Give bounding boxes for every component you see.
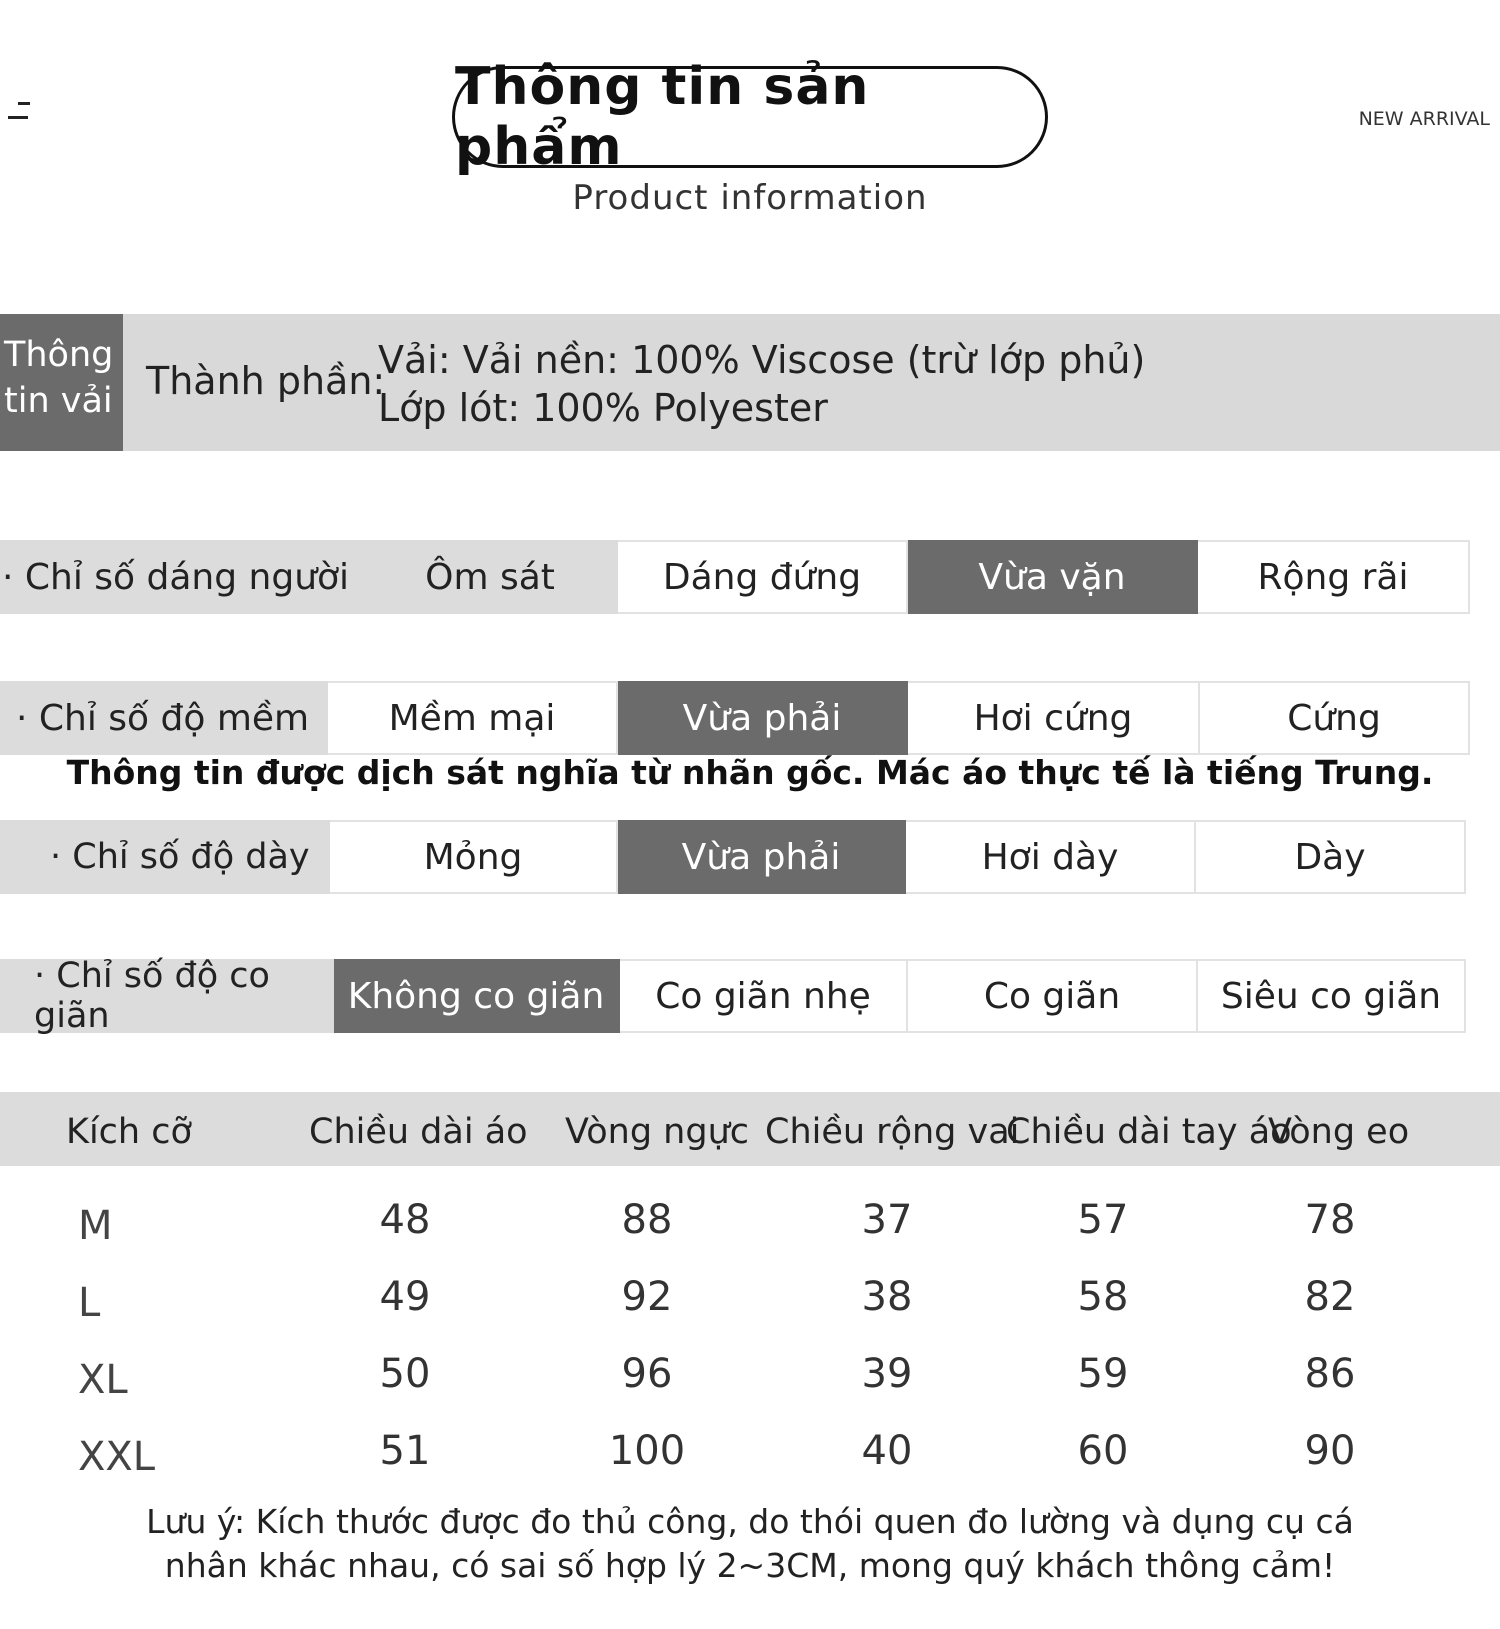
page-title: Thông tin sản phẩm — [455, 57, 870, 177]
fit-option-4: Rộng rãi — [1198, 540, 1470, 614]
composition-label: Thành phần: — [146, 359, 386, 403]
value-cell: 40 — [861, 1428, 913, 1474]
stretch-scale — [0, 956, 1466, 1036]
measurement-note — [0, 1500, 1500, 1588]
softness-option-4: Cứng — [1200, 681, 1470, 755]
softness-option-3: Hơi cứng — [908, 681, 1200, 755]
thickness-option-1: Mỏng — [330, 820, 618, 894]
value-cell: 39 — [861, 1351, 913, 1397]
stretch-scale-label: · Chỉ số độ co giãn — [0, 959, 334, 1033]
softness-scale — [0, 681, 1470, 755]
composition-shell: Vải: Vải nền: 100% Viscose (trừ lớp phủ) — [378, 338, 1146, 382]
header-shoulder: Chiều rộng vai — [765, 1112, 1020, 1152]
fit-option-1: Ôm sát — [364, 540, 618, 614]
stretch-option-3: Co giãn — [908, 959, 1198, 1033]
value-cell: 59 — [1077, 1351, 1129, 1397]
header-size: Kích cỡ — [66, 1112, 192, 1152]
thickness-scale — [0, 820, 1466, 894]
value-cell: 58 — [1077, 1274, 1129, 1320]
value-cell: 78 — [1304, 1197, 1356, 1243]
measurement-note-line2: nhân khác nhau, có sai số hợp lý 2~3CM, mong quý khách thông cảm! — [164, 1546, 1336, 1585]
table-row — [0, 1351, 1500, 1411]
title-pill — [452, 57, 1048, 177]
header-chest: Vòng ngực — [565, 1112, 749, 1152]
fabric-tag-line1: Thông — [4, 335, 114, 375]
new-arrival-badge: NEW ARRIVAL — [1358, 108, 1490, 130]
table-row — [0, 1197, 1500, 1257]
size-cell: XL — [78, 1357, 128, 1403]
fabric-info-band — [0, 314, 1500, 451]
thickness-option-2-selected: Vừa phải — [618, 820, 906, 894]
softness-option-1: Mềm mại — [328, 681, 618, 755]
value-cell: 60 — [1077, 1428, 1129, 1474]
header-waist: Vòng eo — [1268, 1112, 1410, 1152]
value-cell: 38 — [861, 1274, 913, 1320]
size-cell: M — [78, 1203, 113, 1249]
value-cell: 86 — [1304, 1351, 1356, 1397]
thickness-scale-label: · Chỉ số độ dày — [0, 820, 330, 894]
table-row — [0, 1428, 1500, 1488]
menu-mark-icon — [8, 102, 30, 130]
size-cell: L — [78, 1280, 101, 1326]
value-cell: 90 — [1304, 1428, 1356, 1474]
size-table-header — [0, 1092, 1500, 1166]
header-sleeve: Chiều dài tay áo — [1006, 1112, 1292, 1152]
fit-scale-label: · Chỉ số dáng người — [0, 540, 364, 614]
measurement-note-line1: Lưu ý: Kích thước được đo thủ công, do thói quen đo lường và dụng cụ cá — [146, 1502, 1354, 1541]
value-cell: 37 — [861, 1197, 913, 1243]
stretch-option-2: Co giãn nhẹ — [620, 959, 908, 1033]
size-cell: XXL — [78, 1434, 156, 1480]
fit-option-3-selected: Vừa vặn — [908, 540, 1198, 614]
value-cell: 50 — [379, 1351, 431, 1397]
table-row — [0, 1274, 1500, 1334]
stretch-option-1-selected: Không co giãn — [334, 959, 620, 1033]
value-cell: 57 — [1077, 1197, 1129, 1243]
softness-option-2-selected: Vừa phải — [618, 681, 908, 755]
header-length: Chiều dài áo — [309, 1112, 528, 1152]
value-cell: 88 — [621, 1197, 673, 1243]
value-cell: 49 — [379, 1274, 431, 1320]
composition-lining: Lớp lót: 100% Polyester — [378, 386, 828, 430]
fabric-info-tag — [0, 314, 123, 451]
fit-scale — [0, 540, 1470, 614]
thickness-option-4: Dày — [1196, 820, 1466, 894]
value-cell: 51 — [379, 1428, 431, 1474]
value-cell: 82 — [1304, 1274, 1356, 1320]
translation-note: Thông tin được dịch sát nghĩa từ nhãn gốc. Mác áo thực tế là tiếng Trung. — [66, 753, 1434, 792]
page-subtitle: Product information — [572, 178, 928, 218]
stretch-option-4: Siêu co giãn — [1198, 959, 1466, 1033]
value-cell: 100 — [608, 1428, 686, 1474]
value-cell: 96 — [621, 1351, 673, 1397]
value-cell: 48 — [379, 1197, 431, 1243]
fabric-tag-line2: tin vải — [4, 381, 113, 421]
thickness-option-3: Hơi dày — [906, 820, 1196, 894]
softness-scale-label: · Chỉ số độ mềm — [0, 681, 328, 755]
value-cell: 92 — [621, 1274, 673, 1320]
fit-option-2: Dáng đứng — [618, 540, 908, 614]
